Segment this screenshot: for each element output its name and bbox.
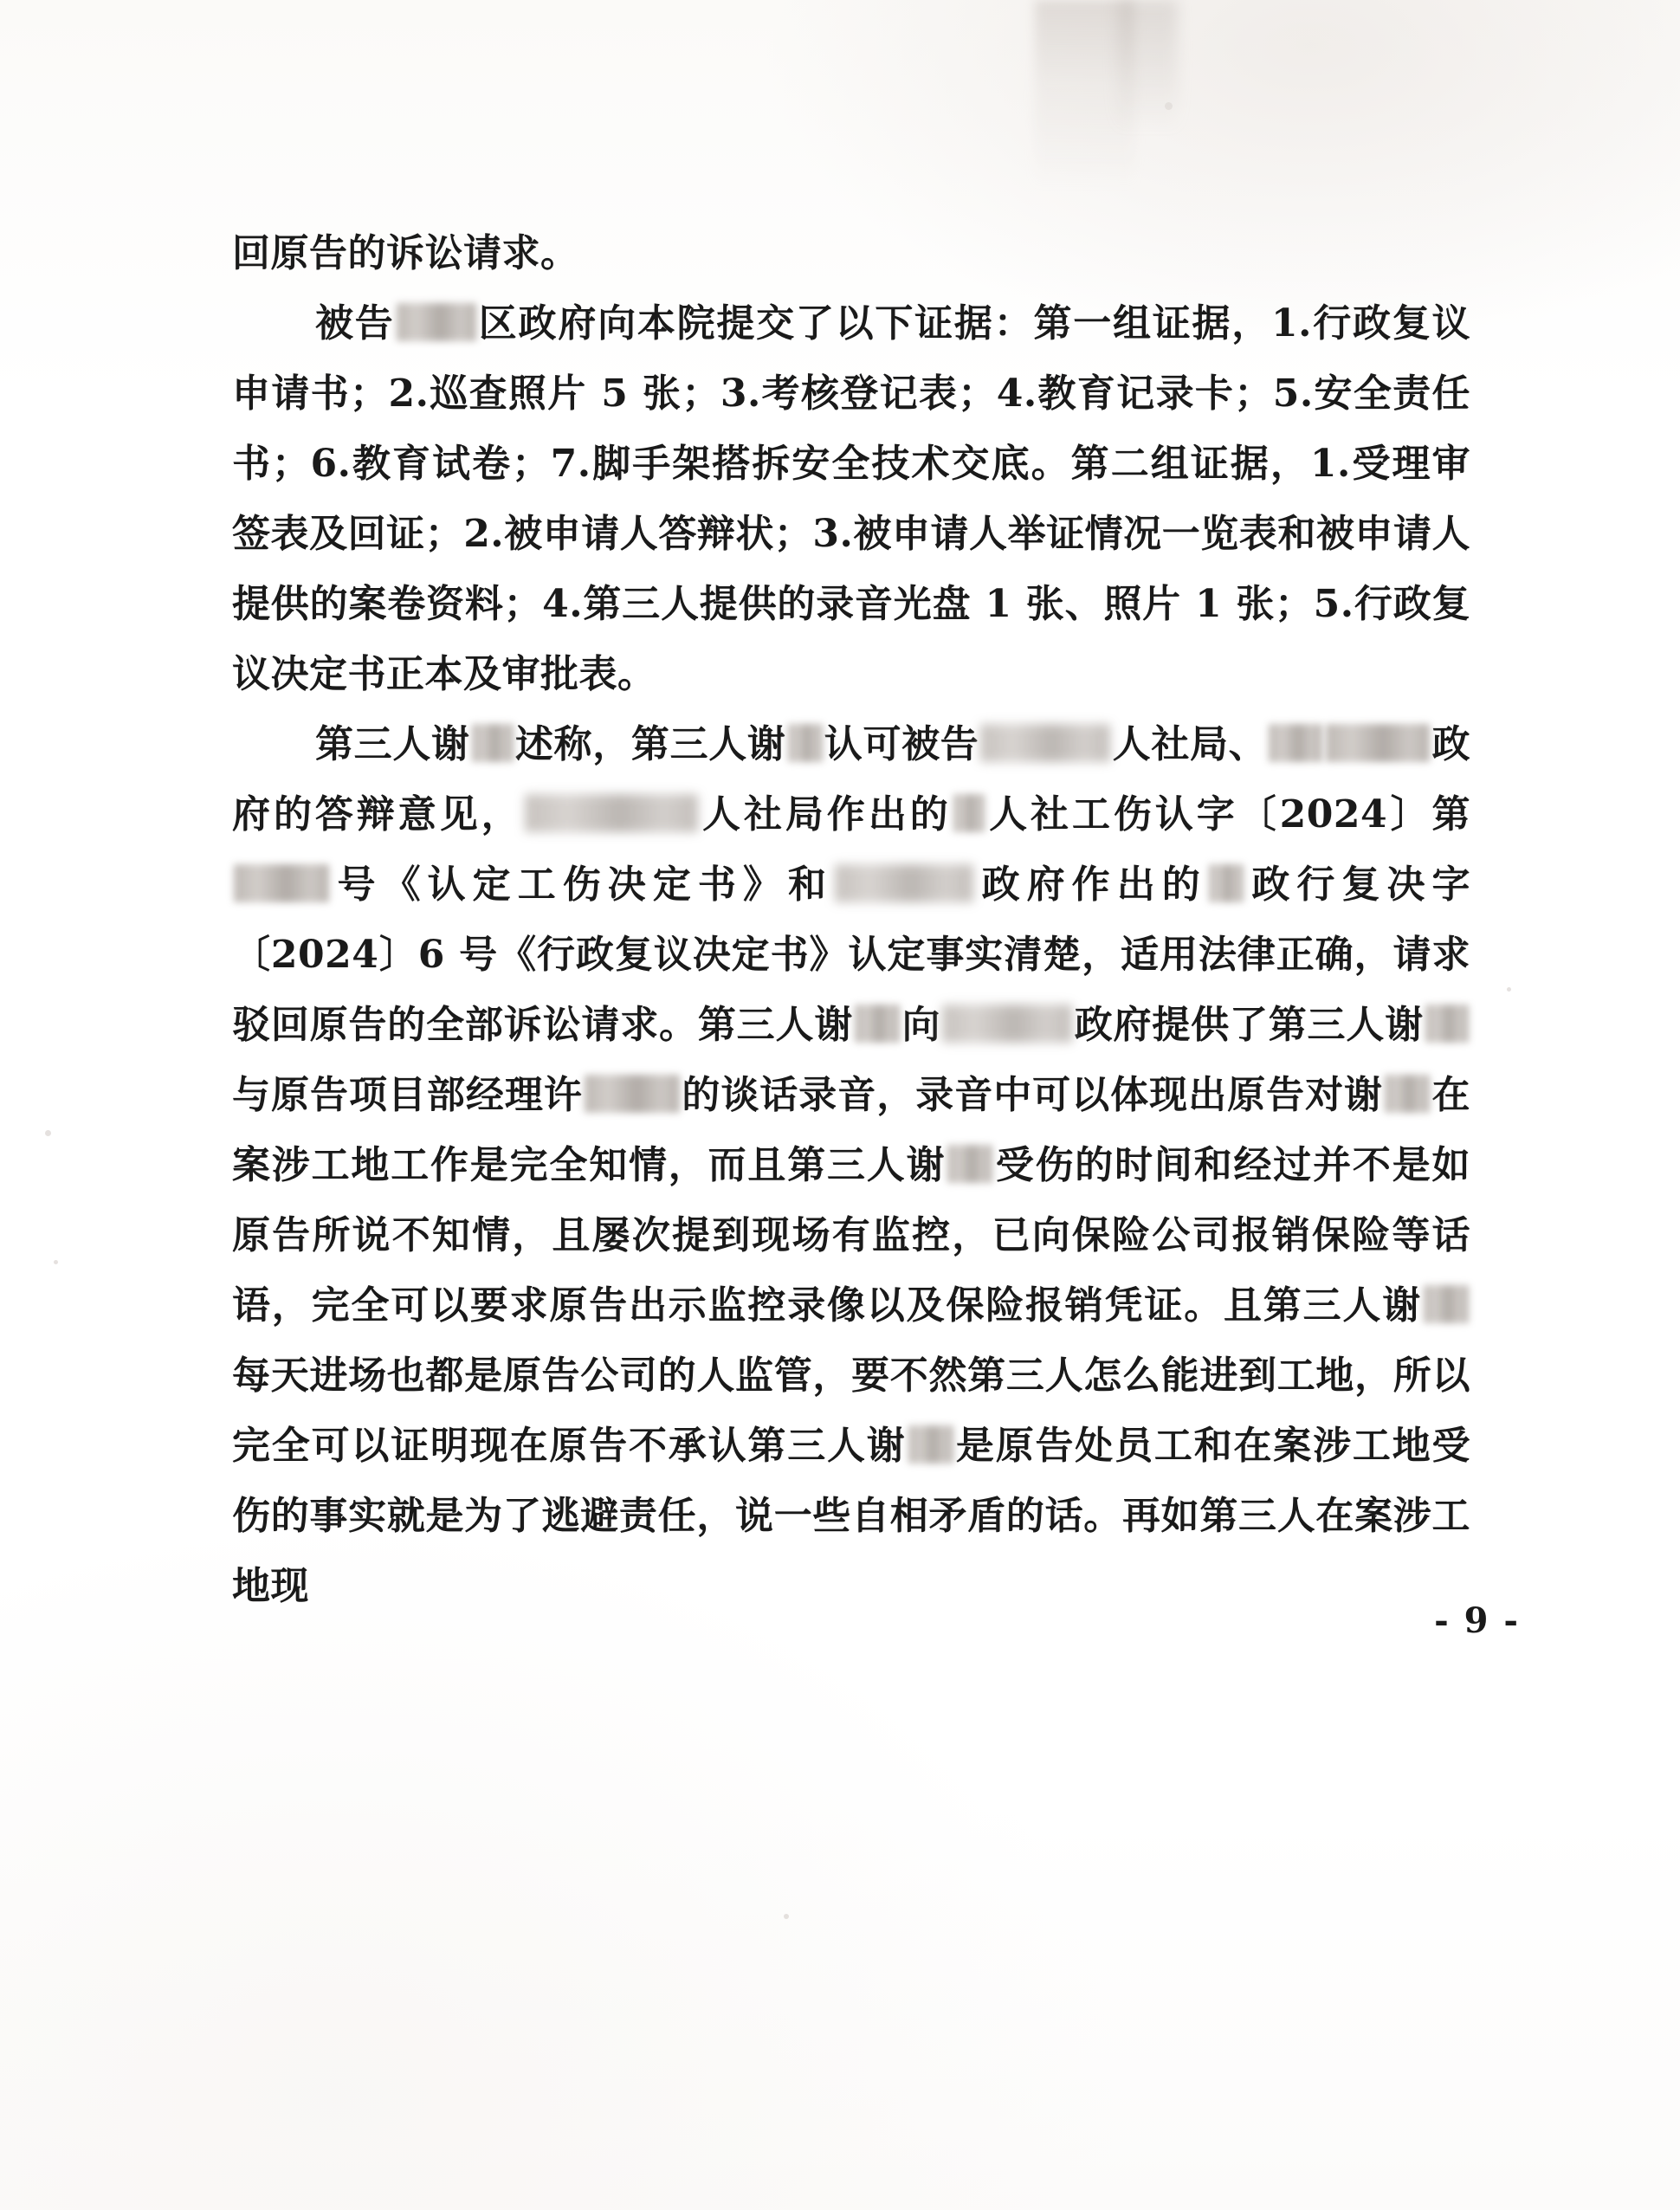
scan-speck (1507, 987, 1511, 992)
redaction-block (788, 724, 823, 762)
redaction-block (947, 1145, 992, 1183)
redaction-block (980, 724, 1110, 762)
scan-speck (45, 1130, 51, 1136)
paragraph: 第三人谢 述称，第三人谢 认可被告 人社局、 政府的答辩意见， 人社局作出的 人社工伤认字〔2024〕第号《认定工伤决定书》和 政府作出的 政行复决字〔2024〕6 号《行政复议决定书》认定事实清楚，适用法律正确，请求驳回原告的全部诉讼请求。第三人谢 向 政府提供了第三人谢与原告项目部经理许 的谈话录音，录音中可以体现出原告对谢 在案涉工地工作是完全知情，而且第三人谢 受伤的时间和经过并不是如原告所说不知情，且屡次提到现场有监控，已向保险公司报销保险等话语，完全可以要求原告出示监控录像以及保险报销凭证。且第三人谢每天进场也都是原告公司的人监管，要不然第三人怎么能进到工地，所以完全可以证明现在原告不承认第三人谢 是原告处员工和在案涉工地受伤的事实就是为了逃避责任，说一些自相矛盾的话。再如第三人在案涉工地现 (232, 722, 1471, 1608)
document-body (232, 218, 1470, 1621)
redaction-block (953, 794, 985, 832)
redaction-block (1326, 724, 1430, 762)
redaction-block (855, 1005, 900, 1043)
redaction-block (1424, 1285, 1469, 1323)
scan-speck (784, 1914, 789, 1919)
scan-speck (54, 1260, 58, 1264)
redaction-block (585, 1075, 680, 1113)
page-number: - 9 - (1434, 1600, 1520, 1641)
redaction-block (942, 1005, 1072, 1043)
redaction-block (397, 303, 476, 341)
redaction-block (835, 864, 973, 902)
redaction-block (1385, 1075, 1430, 1113)
redaction-block (525, 794, 698, 832)
paragraph: 被告 区政府向本院提交了以下证据：第一组证据，1.行政复议申请书；2.巡查照片 5 张；3.考核登记表；4.教育记录卡；5.安全责任书；6.教育试卷；7.脚手架搭拆安全技术交底。第二组证据，1.受理审签表及回证；2.被申请人答辩状；3.被申请人举证情况一览表和被申请人提供的案卷资料；4.第三人提供的录音光盘 1 张、照片 1 张；5.行政复议决定书正本及审批表。 (232, 301, 1471, 696)
scan-light-band-secondary (1117, 0, 1178, 130)
redaction-block (908, 1425, 953, 1464)
redaction-block (1269, 724, 1322, 762)
redaction-block (472, 724, 514, 762)
redaction-block (1425, 1005, 1469, 1043)
redaction-block (234, 864, 329, 902)
redaction-block (1209, 864, 1244, 902)
scan-speck (1165, 102, 1173, 110)
paragraph: 回原告的诉讼请求。 (232, 231, 579, 275)
